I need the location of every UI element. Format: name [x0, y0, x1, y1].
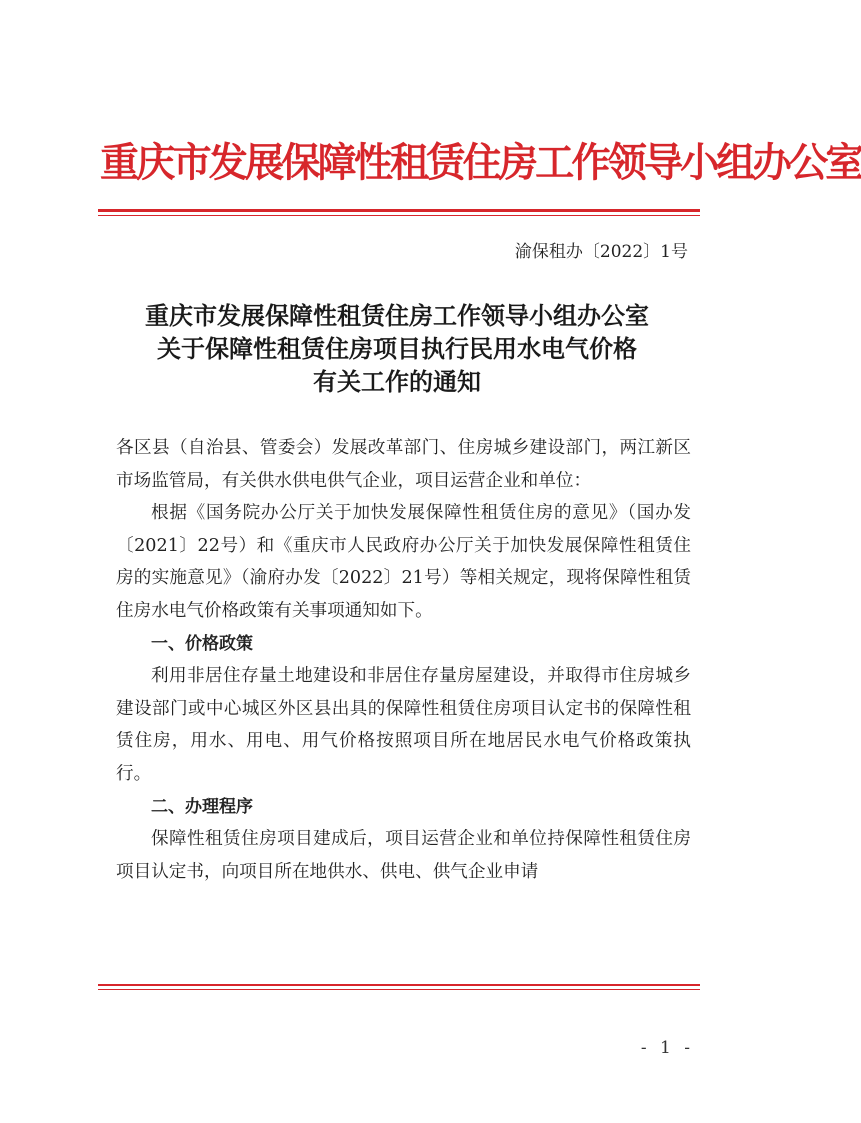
- masthead-org-name: 重庆市发展保障性租赁住房工作领导小组办公室: [100, 139, 861, 186]
- section-heading-2: 二、办理程序: [151, 796, 253, 817]
- title-line-1: 重庆市发展保障性租赁住房工作领导小组办公室: [145, 302, 649, 330]
- document-title: [100, 300, 694, 399]
- page-number: - 1 -: [640, 1038, 694, 1058]
- section-heading-1: 一、价格政策: [151, 633, 253, 654]
- title-line-2: 关于保障性租赁住房项目执行民用水电气价格: [157, 335, 637, 363]
- document-body: [116, 432, 691, 888]
- addressee: 各区县（自治县、管委会）发展改革部门、住房城乡建设部门，两江新区市场监管局，有关供水供电供气企业，项目运营企业和单位：: [116, 438, 691, 491]
- footer-rule-top: [98, 984, 700, 986]
- intro-paragraph: 根据《国务院办公厅关于加快发展保障性租赁住房的意见》（国办发〔2021〕22号）和《重庆市人民政府办公厅关于加快发展保障性租赁住房的实施意见》（渝府办发〔2022〕21号）等相关规定，现将保障性租赁住房水电气价格政策有关事项通知如下。: [116, 503, 691, 621]
- document-number: 渝保租办〔2022〕1号: [514, 242, 688, 262]
- section-text-1: 利用非居住存量土地建设和非居住存量房屋建设，并取得市住房城乡建设部门或中心城区外区县出具的保障性租赁住房项目认定书的保障性租赁住房，用水、用电、用气价格按照项目所在地居民水电气价格政策执行。: [116, 666, 691, 784]
- title-line-3: 有关工作的通知: [313, 368, 481, 396]
- footer-rule-bottom: [98, 989, 700, 990]
- masthead-rule-thin: [98, 215, 700, 216]
- masthead-rule-thick: [98, 209, 700, 212]
- section-text-2: 保障性租赁住房项目建成后，项目运营企业和单位持保障性租赁住房项目认定书，向项目所在地供水、供电、供气企业申请: [116, 829, 691, 882]
